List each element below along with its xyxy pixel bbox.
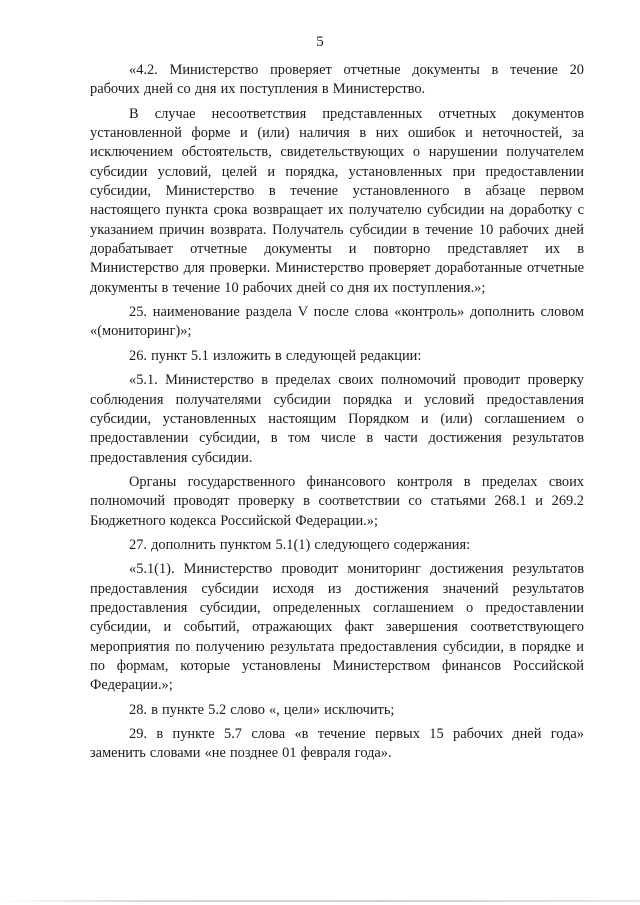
paragraph-nonconformity: В случае несоответствия представленных отчетных документов установленной форме и (или) наличия в них ошибок и неточностей, за исключением обстоятельств, свидетельствующих о нарушении получателем субсидии условий, целей и порядка, установленных при предоставлении субсидии, Министерство в течение установленного в абзаце первом настоящего пункта срока возвращает их получателю субсидии на доработку с указанием причин возврата. Получатель субсидии в течение 10 рабочих дней дорабатывает отчетные документы и повторно представляет их в Министерство для проверки. Министерство проверяет доработанные отчетные документы в течение 10 рабочих дней со дня их поступления.»; [90,105,584,296]
paragraph-item-27: 27. дополнить пунктом 5.1(1) следующего содержания: [129,536,471,553]
scan-edge-divider [0,900,640,902]
page-number: 5 [316,34,324,50]
paragraph-item-25: 25. наименование раздела V после слова «контроль» дополнить словом «(мониторинг)»; [90,304,584,340]
paragraph-4-2: «4.2. Министерство проверяет отчетные документы в течение 20 рабочих дней со дня их поступления в Министерство. [90,62,584,98]
paragraph-item-28: 28. в пункте 5.2 слово «, цели» исключить; [129,701,395,718]
paragraph-item-29: 29. в пункте 5.7 слова «в течение первых 15 рабочих дней года» заменить словами «не позднее 01 февраля года». [90,726,584,762]
paragraph-5-1-1: «5.1(1). Министерство проводит мониторинг достижения результатов предоставления субсидии исходя из достижения значений результатов предоставления субсидии, определенных соглашением о предоставлении субсидии, и событий, отражающих факт завершения соответствующего мероприятия по получению результата предоставления субсидии, в порядке и по формам, которые установлены Министерством финансов Российской Федерации.»; [90,561,584,694]
paragraph-item-26: 26. пункт 5.1 изложить в следующей редакции: [129,347,422,364]
paragraph-5-1: «5.1. Министерство в пределах своих полномочий проводит проверку соблюдения получателями субсидии порядка и условий предоставления субсидии, установленных настоящим Порядком и (или) соглашением о предоставлении субсидии, в том числе в части достижения результатов предоставления субсидии. [90,372,584,466]
paragraph-financial-control: Органы государственного финансового контроля в пределах своих полномочий проводят проверку в соответствии со статьями 268.1 и 269.2 Бюджетного кодекса Российской Федерации.»; [90,473,584,529]
document-body [90,61,584,764]
